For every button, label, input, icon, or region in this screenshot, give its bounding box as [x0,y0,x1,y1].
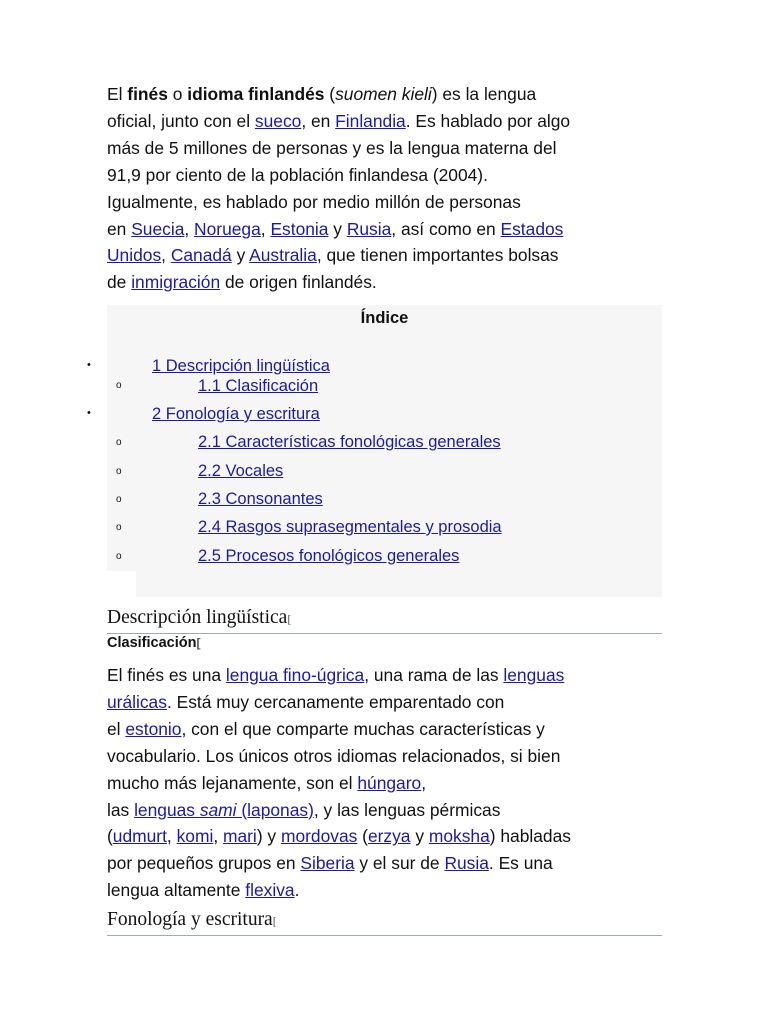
link-rusia[interactable]: Rusia [346,218,392,239]
link-komi[interactable]: komi [176,826,214,847]
text: oficial, junto con el [107,110,255,131]
italic-suomen-kieli: suomen kieli [335,84,432,104]
text: y [410,826,429,847]
text: lenguas [134,799,200,820]
text: por pequeños grupos en [107,853,301,874]
text: , una rama de las [364,665,504,685]
toc-link-descripcion-linguistica[interactable]: 1 Descripción lingüística [152,357,330,375]
link-erzya[interactable]: erzya [367,826,411,847]
edit-link[interactable]: [ [196,636,201,650]
link-sueco[interactable]: sueco [254,110,302,131]
text: y [231,245,250,266]
link-estados-unidos-part1[interactable]: Estados [500,218,564,239]
text: ) es la lengua [431,84,537,104]
text: . Es hablado por algo [405,110,571,131]
clas-line-2 [107,689,667,716]
toc-link-rasgos[interactable]: 2.4 Rasgos suprasegmentales y prosodia [198,518,502,536]
text: ) y [256,826,281,847]
toc-link-consonantes[interactable]: 2.3 Consonantes [198,490,323,508]
text: o [167,84,188,104]
toc-item-2-5[interactable] [198,547,459,566]
toc-bullet-circle: o [116,494,122,505]
heading-text: Fonología y escritura [107,909,273,930]
text: . Está muy cercanamente emparentado con [166,691,505,712]
text: ( [324,84,336,104]
toc-title: Índice [360,309,409,327]
link-finlandia[interactable]: Finlandia [335,110,406,131]
link-canada[interactable]: Canadá [170,245,232,266]
text: El [107,84,128,104]
link-rusia-2[interactable]: Rusia [444,853,489,874]
text: las [107,799,135,820]
text: de [107,272,132,293]
text: ) habladas [489,826,571,847]
link-estonio[interactable]: estonio [125,718,182,739]
text: , [213,826,223,847]
text: , [260,218,271,239]
toc-link-caracteristicas[interactable]: 2.1 Características fonológicas generales [198,433,501,451]
bold-term-fines: finés [127,84,168,104]
text: , [184,218,195,239]
text: , [161,245,171,266]
toc-item-2-2[interactable] [198,462,283,481]
toc-bullet-disc: • [87,359,91,371]
link-estados-unidos-part2[interactable]: Unidos [107,245,162,266]
toc-item-2-1[interactable] [198,433,501,452]
toc-bullet-circle: o [116,437,122,448]
clas-line-7 [107,823,667,850]
link-lengua-fino-ugrica[interactable]: lengua fino-úgrica [225,665,365,685]
clas-line-4: vocabulario. Los únicos otros idiomas relacionados, si bien [107,745,561,766]
text: en [107,218,132,239]
text: , con el que comparte muchas características y [181,718,545,739]
text: , en [301,110,336,131]
text: , que tienen importantes bolsas [316,245,559,266]
text: , y las lenguas pérmicas [313,799,501,820]
edit-link[interactable]: [ [287,612,292,626]
toc-item-2-3[interactable] [198,490,323,509]
toc-bullet-disc: • [87,407,91,419]
toc-link-procesos[interactable]: 2.5 Procesos fonológicos generales [198,547,460,565]
text: mucho más lejanamente, son el [107,772,358,793]
clas-line-6 [107,797,667,824]
clas-line-9 [107,877,667,904]
link-lenguas-sami[interactable] [134,800,314,820]
text: . [294,880,300,901]
intro-line-4: 91,9 por ciento de la población finlandesa (2004). [107,164,488,185]
link-lenguas-uralicas-part1[interactable]: lenguas [503,665,565,685]
toc-item-2[interactable] [152,405,320,424]
link-suecia[interactable]: Suecia [131,218,185,239]
toc-bullet-circle: o [116,551,122,562]
toc-link-fonologia-escritura[interactable]: 2 Fonología y escritura [152,405,320,423]
bold-term-idioma-finlandes: idioma finlandés [187,84,325,104]
link-flexiva[interactable]: flexiva [245,880,295,901]
clasificacion-paragraph [107,662,667,904]
text: , [166,826,177,847]
section-heading-descripcion [107,607,662,634]
toc-bullet-circle: o [116,466,122,477]
intro-line-2 [107,108,667,135]
intro-line-8 [107,269,667,296]
text: (laponas) [236,799,314,820]
subsection-heading-clasificacion [107,635,662,657]
text: y [328,218,347,239]
link-udmurt[interactable]: udmurt [112,826,167,847]
intro-line-6 [107,216,667,243]
intro-line-1 [107,81,667,108]
text: el [107,718,126,739]
text: El finés es una [107,665,226,685]
toc-corner-gap [107,571,136,603]
text: . Es una [488,853,553,874]
text: , así como en [391,218,501,239]
toc-item-1[interactable] [152,357,330,376]
italic-sami: sami [199,799,237,820]
intro-line-5: Igualmente, es hablado por medio millón de personas [107,191,521,212]
text: ( [107,826,113,847]
link-inmigracion[interactable]: inmigración [131,272,221,293]
toc-bullet-circle: o [116,522,122,533]
text: de origen finlandés. [220,272,377,293]
link-estonia[interactable]: Estonia [270,218,329,239]
link-australia[interactable]: Australia [249,245,317,266]
toc-bullet-circle: o [116,380,122,391]
clas-line-8 [107,850,667,877]
toc-item-1-1[interactable] [198,377,318,396]
link-mari[interactable]: mari [222,826,257,847]
link-moksha[interactable]: moksha [428,826,490,847]
heading-text: Clasificación [107,635,197,651]
link-lenguas-uralicas-part2[interactable]: urálicas [107,691,167,712]
clas-line-3 [107,716,667,743]
text: ( [357,826,368,847]
intro-paragraph [107,81,667,296]
text: y el sur de [354,853,445,874]
toc-item-2-4[interactable] [198,518,502,537]
intro-line-7 [107,242,667,269]
heading-text: Descripción lingüística [107,607,288,628]
section-heading-fonologia [107,909,662,936]
clas-line-5 [107,770,667,797]
link-hungaro[interactable]: húngaro [357,772,422,793]
link-noruega[interactable]: Noruega [194,218,261,239]
link-siberia[interactable]: Siberia [300,853,355,874]
toc-link-clasificacion[interactable]: 1.1 Clasificación [198,377,319,395]
edit-link[interactable]: [ [272,914,277,928]
link-mordovas[interactable]: mordovas [280,826,358,847]
toc-link-vocales[interactable]: 2.2 Vocales [198,462,284,480]
intro-line-3: más de 5 millones de personas y es la lengua materna del [107,137,557,158]
clas-line-1 [107,662,667,689]
text: lengua altamente [107,880,246,901]
text: , [421,772,427,793]
